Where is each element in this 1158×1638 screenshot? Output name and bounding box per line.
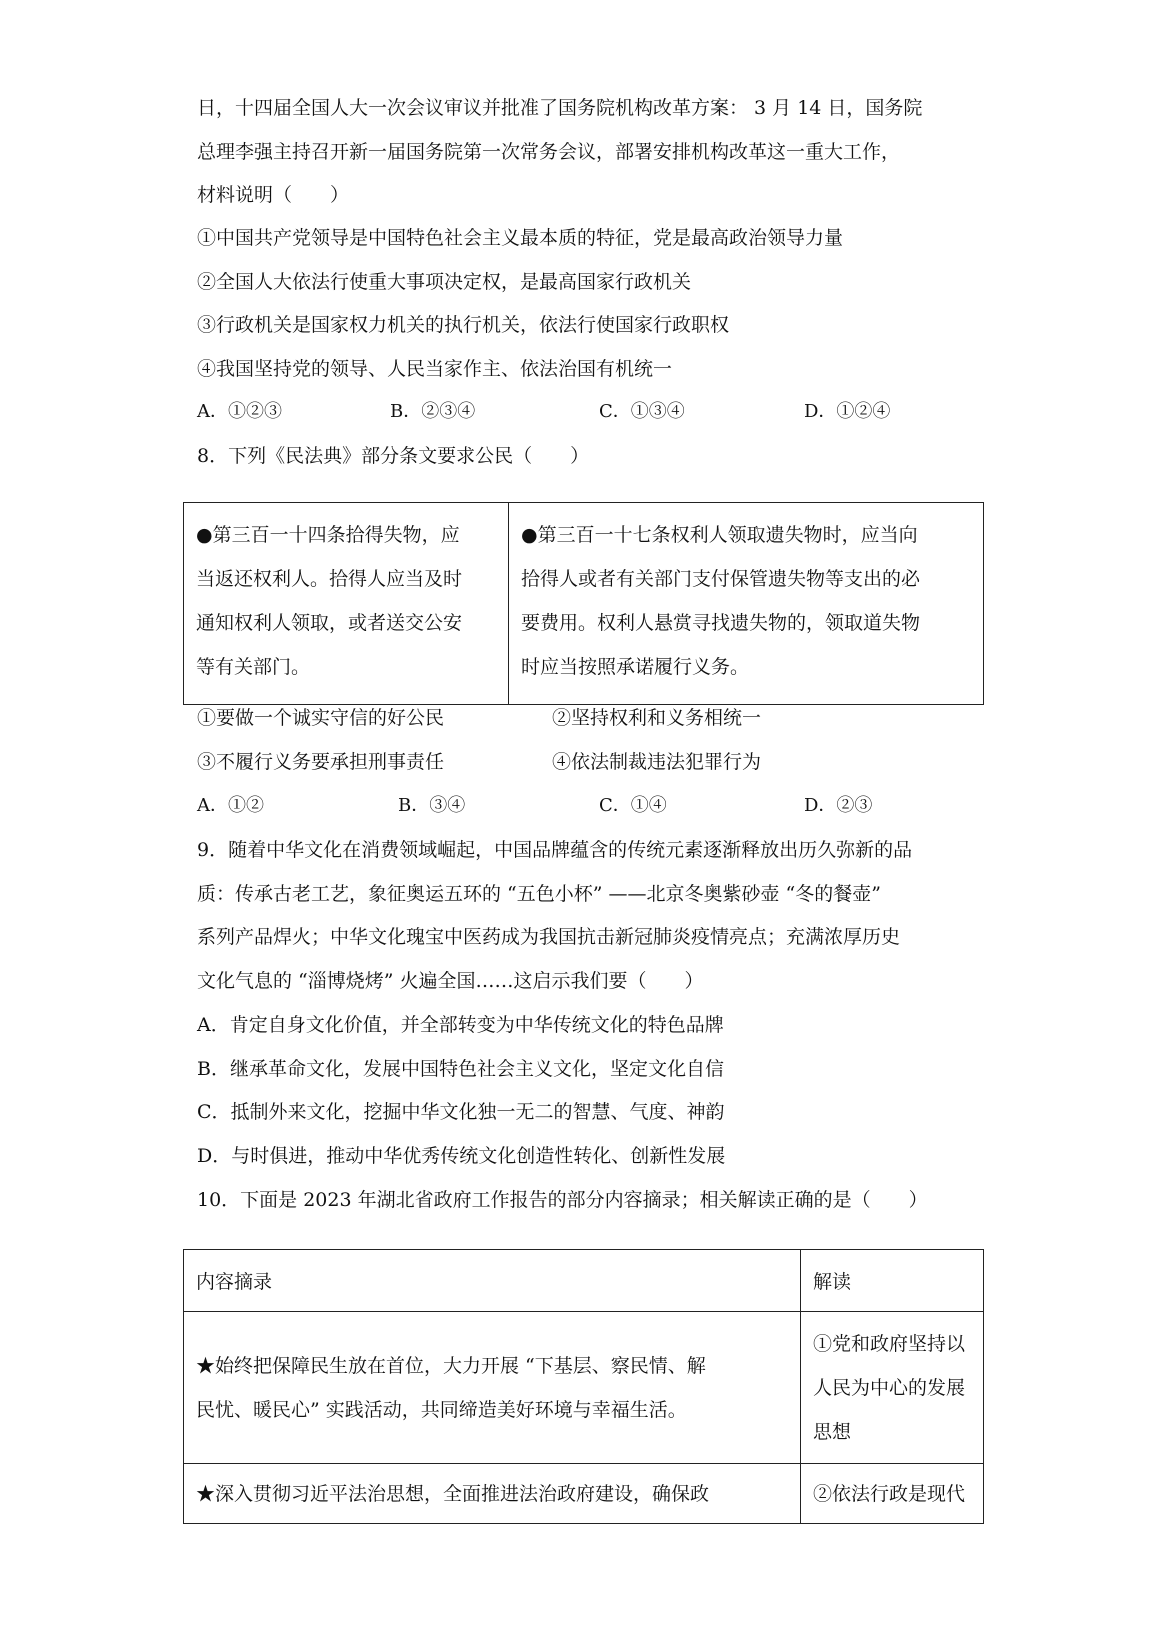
q8-statements-row-2 [197,750,977,774]
q8-options [197,794,977,818]
q7-option-b[interactable]: B．②③④ [390,401,476,422]
q9-stem-line-1: 9．随着中华文化在消费领域崛起，中国品牌蕴含的传统元素逐渐释放出历久弥新的品 [197,839,913,861]
q8-option-b[interactable]: B．③④ [398,795,466,816]
q7-statement-4: ④我国坚持党的领导、人民当家作主、依法治国有机统一 [197,358,673,380]
q10-header-reading: 解读 [801,1250,984,1312]
q10-header-row [184,1250,984,1312]
q10-row-2 [184,1464,984,1524]
q8-option-c[interactable]: C．①④ [599,795,667,816]
q10-row-2-content [184,1464,801,1524]
q10-row-1 [184,1312,984,1464]
q10-row-2-reading-text: ②依法行政是现代 [813,1482,966,1505]
q9-option-c[interactable]: C．抵制外来文化，挖掘中华文化独一无二的智慧、气度、神韵 [197,1101,725,1123]
q9-option-b[interactable]: B．继承革命文化，发展中国特色社会主义文化，坚定文化自信 [197,1058,724,1080]
q9-option-a[interactable]: A．肯定自身文化价值，并全部转变为中华传统文化的特色品牌 [197,1014,724,1036]
q8-stem: 8．下列《民法典》部分条文要求公民（ ） [197,445,590,467]
q7-statement-3: ③行政机关是国家权力机关的执行机关，依法行使国家行政职权 [197,314,730,336]
q8-article-314 [184,503,509,705]
q8-statement-3: ③不履行义务要承担刑事责任 [197,751,445,773]
q10-row-1-content [184,1312,801,1464]
q10-row-2-content-text: ★深入贯彻习近平法治思想，全面推进法治政府建设，确保政 [196,1482,710,1505]
q7-option-d[interactable]: D．①②④ [804,401,891,422]
q8-article-314-text: ●第三百一十四条拾得失物，应 当返还权利人。拾得人应当及时 通知权利人领取，或者送交公安 等有关部门。 [196,524,463,678]
q10-row-2-reading [801,1464,984,1524]
q8-statement-4: ④依法制裁违法犯罪行为 [552,751,762,773]
q10-row-1-reading-text: ①党和政府坚持以 人民为中心的发展 思想 [813,1332,966,1443]
q8-article-317-text: ●第三百一十七条权利人领取遗失物时，应当向 拾得人或者有关部门支付保管遗失物等支出的必 要费用。权利人悬赏寻找遗失物的，领取道失物 时应当按照承诺履行义务。 [521,524,921,678]
q9-option-d[interactable]: D．与时俱进，推动中华优秀传统文化创造性转化、创新性发展 [197,1145,726,1167]
q10-row-1-content-text: ★始终把保障民生放在首位，大力开展 “下基层、察民情、解 民忧、暖民心” 实践活动，共同缔造美好环境与幸福生活。 [196,1354,706,1421]
q8-statements-row-1 [197,706,977,730]
q9-stem-line-3: 系列产品焊火；中华文化瑰宝中医药成为我国抗击新冠肺炎疫情亮点；充满浓厚历史 [197,926,901,948]
q9-stem-line-4: 文化气息的 “淄博烧烤” 火遍全国……这启示我们要（ ） [197,970,704,992]
q7-option-a[interactable]: A．①②③ [197,401,282,422]
q7-options [197,400,977,424]
q7-statement-1: ①中国共产党领导是中国特色社会主义最本质的特征，党是最高政治领导力量 [197,227,844,249]
q8-option-a[interactable]: A．①② [197,795,264,816]
q8-article-317 [509,503,984,705]
q10-stem: 10．下面是 2023 年湖北省政府工作报告的部分内容摘录；相关解读正确的是（ ） [197,1189,928,1211]
q8-law-table [183,502,984,705]
intro-line-3: 材料说明（ ） [197,184,350,206]
q8-statement-1: ①要做一个诚实守信的好公民 [197,707,445,729]
q10-row-1-reading [801,1312,984,1464]
q8-statement-2: ②坚持权利和义务相统一 [552,707,762,729]
q10-report-table [183,1249,984,1524]
intro-line-1: 日，十四届全国人大一次会议审议并批准了国务院机构改革方案： 3 月 14 日，国务院 [197,97,923,119]
q7-statement-2: ②全国人大依法行使重大事项决定权，是最高国家行政机关 [197,271,692,293]
q7-option-c[interactable]: C．①③④ [599,401,685,422]
q10-header-content: 内容摘录 [184,1250,801,1312]
intro-line-2: 总理李强主持召开新一届国务院第一次常务会议，部署安排机构改革这一重大工作， [197,141,901,163]
q9-stem-line-2: 质：传承古老工艺，象征奥运五环的 “五色小杯” ——北京冬奥紫砂壶 “冬的餐壶” [197,883,881,905]
q8-option-d[interactable]: D．②③ [804,795,873,816]
